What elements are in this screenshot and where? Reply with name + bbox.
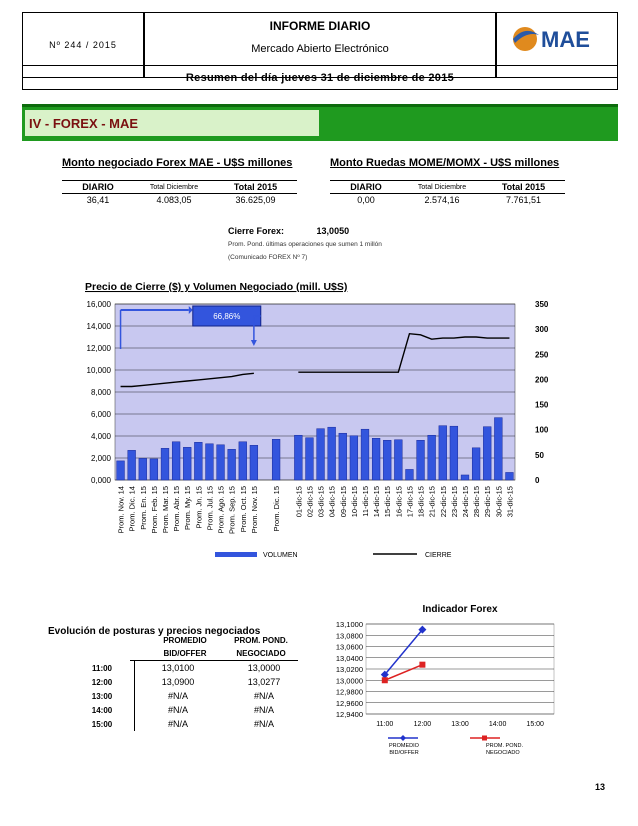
evolucion-row xyxy=(70,661,307,675)
x-tick-label: Prom. My. 15 xyxy=(183,486,193,531)
volume-bar xyxy=(383,440,391,480)
legend-bid-label-2: BID/OFFER xyxy=(389,750,419,756)
page-number: 13 xyxy=(595,782,606,792)
y-right-tick: 350 xyxy=(535,300,549,309)
x-tick-label: 23-dic-15 xyxy=(449,486,459,518)
volume-bar xyxy=(206,444,214,480)
row-neg: #N/A xyxy=(253,705,274,715)
volume-bar xyxy=(350,436,358,480)
y-right-tick: 150 xyxy=(535,400,549,410)
row-time: 11:00 xyxy=(70,661,135,675)
indicator-y-tick: 13,0000 xyxy=(335,676,363,686)
volume-bar xyxy=(217,445,225,480)
volume-bar xyxy=(161,448,169,480)
row-bid: #N/A xyxy=(167,691,188,701)
section-label: IV - FOREX - MAE xyxy=(25,110,319,136)
row-bid: #N/A xyxy=(167,719,188,729)
x-tick-label: Prom. Jn. 15 xyxy=(194,486,204,529)
y-left-tick: 12,000 xyxy=(86,344,111,353)
volume-bar xyxy=(172,442,180,480)
y-left-tick: 16,000 xyxy=(86,300,111,309)
chart-title: Precio de Cierre ($) y Volumen Negociado (mill. U$S) xyxy=(85,281,348,293)
volume-bar xyxy=(461,475,469,480)
evolucion-table xyxy=(70,661,308,731)
legend-neg-label-1: PROM. POND. xyxy=(486,743,523,749)
y-left-tick: 6,000 xyxy=(90,410,111,419)
x-tick-label: Prom. En. 15 xyxy=(138,486,148,530)
y-left-tick: 14,000 xyxy=(86,322,111,331)
value-diario: 36,41 xyxy=(86,195,110,205)
header-total-dic: Total Diciembre xyxy=(134,181,214,194)
volume-bar xyxy=(439,426,447,480)
header-total-year: Total 2015 xyxy=(214,181,297,194)
indicator-point-neg xyxy=(382,677,388,683)
evolucion-title: Evolución de posturas y precios negociados xyxy=(48,626,261,637)
cierre-forex xyxy=(228,226,349,236)
report-number-text: Nº 244 / 2015 xyxy=(49,40,117,50)
volume-bar xyxy=(472,448,480,480)
volume-bar xyxy=(150,459,158,480)
mae-logo-text: MAE xyxy=(541,27,590,52)
legend-volumen-swatch xyxy=(215,552,257,557)
x-tick-label: 03-dic-15 xyxy=(316,486,326,518)
annotation-text: 66,86% xyxy=(213,312,241,321)
col-neg-header-2: NEGOCIADO xyxy=(236,649,286,658)
y-right-tick: 200 xyxy=(535,375,549,385)
indicator-y-tick: 13,0200 xyxy=(335,665,363,674)
row-bid: 13,0100 xyxy=(161,663,195,673)
row-neg: 13,0277 xyxy=(247,677,281,687)
row-bid: 13,0900 xyxy=(161,677,195,687)
row-time: 12:00 xyxy=(70,675,135,689)
volume-bar xyxy=(306,438,314,480)
y-right-tick: 0 xyxy=(535,476,540,485)
indicator-title: Indicador Forex xyxy=(422,604,498,615)
x-tick-label: Prom. Sep. 15 xyxy=(227,486,237,534)
evolucion-row xyxy=(70,703,307,717)
x-tick-label: 17-dic-15 xyxy=(405,486,415,518)
report-title: INFORME DIARIO xyxy=(269,19,371,33)
forex-indicator-chart xyxy=(318,602,558,762)
row-time: 14:00 xyxy=(70,703,135,717)
volume-bar xyxy=(228,449,236,480)
volume-bar xyxy=(372,438,380,480)
x-tick-label: Prom. Dic. 14 xyxy=(127,486,137,532)
volume-bar xyxy=(339,433,347,480)
summary-line xyxy=(22,65,618,90)
value-total-dic: 2.574,16 xyxy=(424,195,460,205)
cierre-note: Prom. Pond. últimas operaciones que sumen 1 millón xyxy=(228,241,382,248)
indicator-y-tick: 13,0600 xyxy=(335,642,363,652)
x-tick-label: 18-dic-15 xyxy=(416,486,426,518)
volume-bar xyxy=(128,450,136,480)
volume-bar xyxy=(139,458,147,480)
cierre-value: 13,0050 xyxy=(316,226,350,236)
y-left-tick: 2,000 xyxy=(90,454,111,463)
price-volume-chart xyxy=(40,272,610,572)
monto-forex-title: Monto negociado Forex MAE - U$S millones xyxy=(62,157,293,169)
x-tick-label: 31-dic-15 xyxy=(505,486,515,518)
report-subtitle: Mercado Abierto Electrónico xyxy=(251,43,389,55)
cierre-communique: (Comunicado FOREX Nº 7) xyxy=(228,254,308,261)
header-total-year: Total 2015 xyxy=(482,181,565,194)
value-total-dic: 4.083,05 xyxy=(156,195,192,205)
x-tick-label: Prom. Mar. 15 xyxy=(161,486,170,534)
x-tick-label: Prom. Abr. 15 xyxy=(172,486,182,532)
evolucion-row xyxy=(70,689,307,703)
cierre-label: Cierre Forex: xyxy=(228,226,285,236)
volume-bar xyxy=(394,440,402,480)
indicator-y-tick: 12,9600 xyxy=(335,698,363,708)
legend-bid-marker xyxy=(400,735,406,741)
x-tick-label: 24-dic-15 xyxy=(461,486,470,518)
volume-bar xyxy=(117,461,125,480)
volume-bar xyxy=(250,445,258,480)
volume-bar xyxy=(450,426,458,480)
evolucion-row xyxy=(70,675,307,689)
volume-bar xyxy=(506,472,514,480)
indicator-y-tick: 12,9800 xyxy=(335,687,363,697)
col-neg-header-1: PROM. POND. xyxy=(234,636,288,645)
y-right-tick: 300 xyxy=(535,325,549,335)
indicator-x-tick: 11:00 xyxy=(376,721,394,728)
y-right-tick: 100 xyxy=(535,425,549,435)
indicator-y-tick: 12,9400 xyxy=(335,710,363,719)
indicator-x-tick: 12:00 xyxy=(413,721,432,728)
indicator-x-tick: 13:00 xyxy=(451,721,469,728)
x-tick-label: Prom. Oct. 15 xyxy=(238,486,248,533)
x-tick-label: 11-dic-15 xyxy=(361,486,370,517)
legend-volumen-label: VOLUMEN xyxy=(263,552,298,559)
monto-forex-table xyxy=(62,180,297,206)
indicator-y-tick: 13,0400 xyxy=(335,653,363,663)
x-tick-label: 02-dic-15 xyxy=(305,486,315,518)
x-tick-label: Prom. Dic. 15 xyxy=(272,486,282,532)
volume-bar xyxy=(317,429,325,480)
x-tick-label: 04-dic-15 xyxy=(327,486,337,518)
indicator-y-tick: 13,0800 xyxy=(335,631,363,641)
legend-bid-label-1: PROMEDIO xyxy=(389,743,419,749)
y-right-tick: 50 xyxy=(535,450,544,460)
x-tick-label: Prom. Ago. 15 xyxy=(216,486,226,534)
x-tick-label: 21-dic-15 xyxy=(427,486,437,518)
volume-bar xyxy=(428,435,436,480)
x-tick-label: Prom. Nov. 15 xyxy=(249,486,259,534)
x-tick-label: 28-dic-15 xyxy=(472,486,482,518)
summary-text: Resumen del día jueves 31 de diciembre de 2015 xyxy=(185,71,455,84)
indicator-point-neg xyxy=(419,662,425,668)
header-total-dic: Total Diciembre xyxy=(402,181,482,194)
indicator-x-tick: 14:00 xyxy=(488,721,507,728)
header-diario: DIARIO xyxy=(62,181,134,194)
row-time: 13:00 xyxy=(70,689,135,703)
mae-logo-icon xyxy=(497,13,617,63)
x-tick-label: Prom. Jul. 15 xyxy=(205,486,215,531)
x-tick-label: 14-dic-15 xyxy=(372,486,382,518)
y-left-tick: 4,000 xyxy=(90,432,111,441)
volume-bar xyxy=(183,447,191,480)
legend-neg-marker xyxy=(482,736,487,741)
indicator-y-tick: 13,1000 xyxy=(335,620,363,629)
monto-ruedas-title: Monto Ruedas MOME/MOMX - U$S millones xyxy=(330,157,560,169)
x-tick-label: 16-dic-15 xyxy=(394,486,404,518)
y-left-tick: 0,000 xyxy=(90,476,111,485)
x-tick-label: 29-dic-15 xyxy=(483,486,493,518)
x-tick-label: 01-dic-15 xyxy=(294,486,304,518)
x-tick-label: 15-dic-15 xyxy=(383,486,393,518)
legend-cierre-label: CIERRE xyxy=(425,552,452,559)
value-total-year: 36.625,09 xyxy=(235,195,276,205)
volume-bar xyxy=(272,439,280,480)
row-bid: #N/A xyxy=(167,705,188,715)
x-tick-label: 10-dic-15 xyxy=(349,486,359,518)
row-neg: 13,0000 xyxy=(247,663,281,673)
volume-bar xyxy=(406,469,414,480)
x-tick-label: 30-dic-15 xyxy=(494,486,504,518)
monto-ruedas-table xyxy=(330,180,565,206)
value-total-year: 7.761,51 xyxy=(505,195,542,205)
x-tick-label: 09-dic-15 xyxy=(338,486,348,518)
evolucion-row xyxy=(70,717,307,731)
volume-bar xyxy=(239,442,247,480)
x-tick-label: Prom. Feb. 15 xyxy=(149,486,159,534)
y-left-tick: 10,000 xyxy=(86,366,111,375)
y-left-tick: 8,000 xyxy=(90,388,111,397)
y-right-tick: 250 xyxy=(535,350,549,360)
volume-bar xyxy=(361,429,369,480)
row-neg: #N/A xyxy=(253,691,274,701)
volume-bar xyxy=(483,427,491,480)
indicator-x-tick: 15:00 xyxy=(526,721,544,728)
x-tick-label: 22-dic-15 xyxy=(438,486,448,518)
row-neg: #N/A xyxy=(253,719,274,729)
row-time: 15:00 xyxy=(70,717,135,731)
volume-bar xyxy=(194,442,202,480)
x-tick-label: Prom. Nov. 14 xyxy=(116,486,126,534)
volume-bar xyxy=(328,427,336,480)
col-bid-header-2: BID/OFFER xyxy=(163,649,207,658)
col-bid-header-1: PROMEDIO xyxy=(163,636,207,645)
volume-bar xyxy=(294,435,302,480)
volume-bar xyxy=(417,440,425,480)
legend-neg-label-2: NEGOCIADO xyxy=(486,750,520,756)
header-diario: DIARIO xyxy=(330,181,402,194)
volume-bar xyxy=(494,418,502,480)
value-diario: 0,00 xyxy=(357,195,375,205)
